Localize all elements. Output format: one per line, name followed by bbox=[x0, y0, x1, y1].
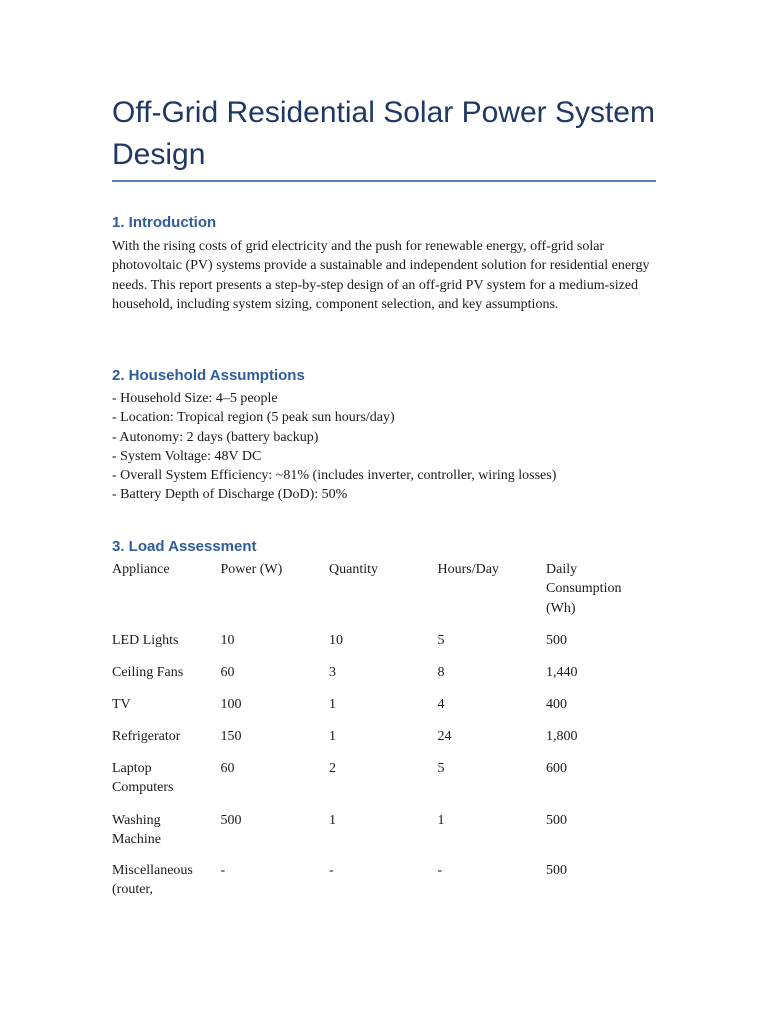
column-header-daily-consumption: Daily Consumption (Wh) bbox=[546, 562, 622, 616]
cell-hours: 1 bbox=[437, 813, 445, 828]
cell-daily-consumption: 1,440 bbox=[546, 665, 578, 680]
assumption-item: - System Voltage: 48V DC bbox=[112, 448, 262, 464]
cell-quantity: 3 bbox=[329, 665, 336, 680]
cell-quantity: 1 bbox=[329, 697, 336, 712]
cell-hours: - bbox=[437, 863, 443, 878]
table-row bbox=[112, 811, 656, 861]
cell-power: 60 bbox=[220, 665, 235, 680]
cell-hours: 5 bbox=[437, 761, 445, 776]
cell-daily-consumption: 500 bbox=[546, 813, 567, 828]
cell-power: 100 bbox=[220, 697, 242, 712]
cell-hours: 4 bbox=[437, 697, 445, 712]
cell-hours: 8 bbox=[437, 665, 445, 680]
table-row bbox=[112, 727, 656, 759]
cell-daily-consumption: 400 bbox=[546, 697, 567, 712]
table-row bbox=[112, 861, 656, 905]
assumption-item: - Location: Tropical region (5 peak sun hours/day) bbox=[112, 410, 395, 426]
cell-daily-consumption: 600 bbox=[546, 761, 567, 776]
document-title: Off-Grid Residential Solar Power System Design bbox=[112, 96, 655, 171]
column-header-hours: Hours/Day bbox=[437, 562, 499, 577]
cell-daily-consumption: 500 bbox=[546, 633, 567, 648]
cell-daily-consumption: 1,800 bbox=[546, 729, 578, 744]
table-row bbox=[112, 759, 656, 811]
cell-quantity: 1 bbox=[329, 729, 336, 744]
table-row bbox=[112, 695, 656, 727]
title-divider bbox=[112, 180, 656, 182]
cell-appliance: LED Lights bbox=[112, 633, 179, 648]
cell-power: 60 bbox=[220, 761, 235, 776]
cell-quantity: 1 bbox=[329, 813, 336, 828]
section-heading-load-assessment: 3. Load Assessment bbox=[112, 538, 257, 555]
cell-power: 150 bbox=[220, 729, 242, 744]
section-heading-assumptions: 2. Household Assumptions bbox=[112, 367, 305, 384]
cell-appliance: Refrigerator bbox=[112, 729, 181, 744]
column-header-appliance: Appliance bbox=[112, 562, 170, 577]
assumption-item: - Household Size: 4–5 people bbox=[112, 391, 278, 406]
cell-quantity: 10 bbox=[329, 633, 343, 648]
cell-appliance: Laptop Computers bbox=[112, 761, 174, 796]
introduction-paragraph: With the rising costs of grid electricity and the push for renewable energy, off-grid solar photovoltaic (PV) systems provide a sustainable and independent solution for residential energy needs. This report presents a step-by-step design of an off-grid PV system for a medium-sized household, including system sizing, component selection, and key assumptions. bbox=[112, 239, 650, 312]
load-assessment-table bbox=[112, 560, 656, 905]
assumption-item: - Autonomy: 2 days (battery backup) bbox=[112, 429, 319, 445]
cell-power: - bbox=[220, 863, 226, 878]
table-row bbox=[112, 663, 656, 695]
cell-daily-consumption: 500 bbox=[546, 863, 567, 878]
cell-power: 500 bbox=[220, 813, 242, 828]
assumptions-list bbox=[112, 389, 656, 505]
cell-quantity: 2 bbox=[329, 761, 336, 776]
column-header-quantity: Quantity bbox=[329, 562, 378, 577]
assumption-item: - Overall System Efficiency: ~81% (includes inverter, controller, wiring losses) bbox=[112, 468, 557, 484]
cell-quantity: - bbox=[329, 863, 334, 878]
column-header-power: Power (W) bbox=[220, 562, 283, 577]
table-row bbox=[112, 631, 656, 663]
cell-appliance: TV bbox=[112, 697, 131, 712]
table-header-row bbox=[112, 560, 656, 631]
cell-appliance: Ceiling Fans bbox=[112, 665, 184, 680]
assumption-item: - Battery Depth of Discharge (DoD): 50% bbox=[112, 487, 348, 503]
cell-power: 10 bbox=[220, 633, 235, 648]
cell-appliance: Washing Machine bbox=[112, 813, 161, 848]
section-heading-introduction: 1. Introduction bbox=[112, 214, 217, 231]
cell-hours: 5 bbox=[437, 633, 445, 648]
cell-hours: 24 bbox=[437, 729, 452, 744]
cell-appliance: Miscellaneous (router, bbox=[112, 863, 193, 898]
